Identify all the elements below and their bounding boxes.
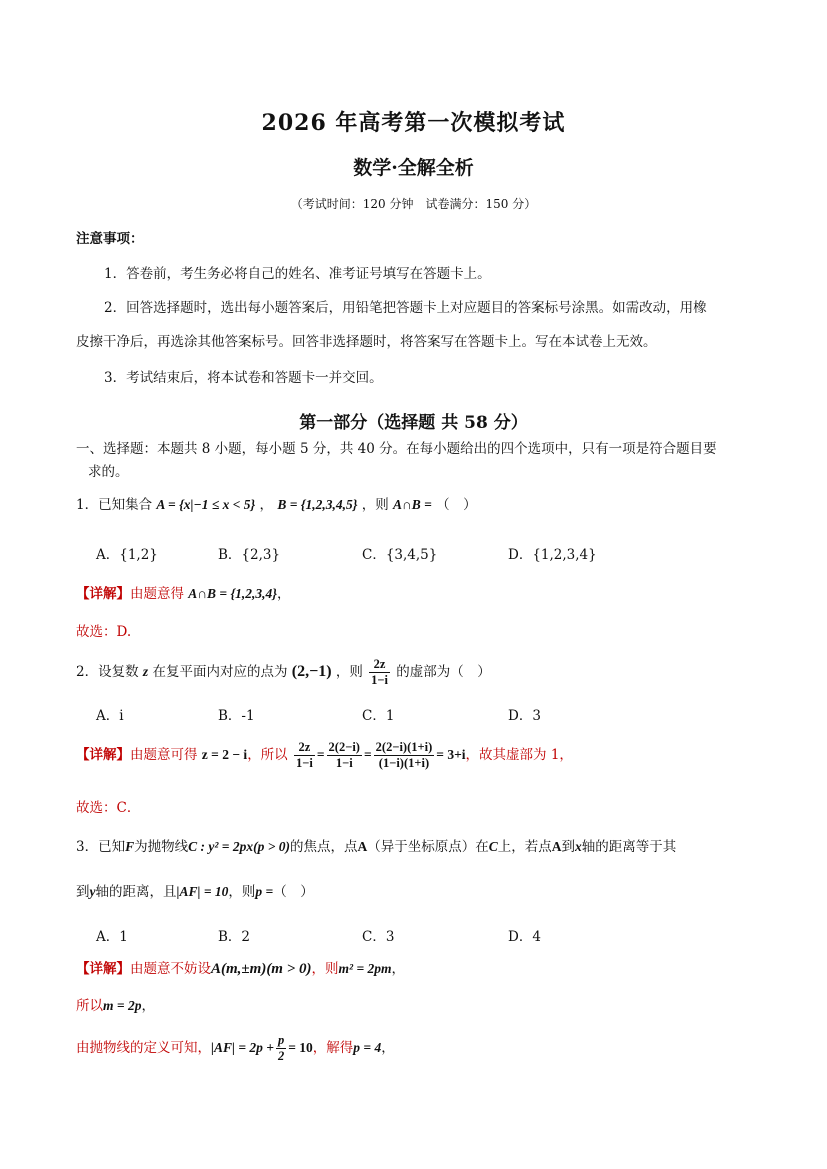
q3-detail3-res: p = 4 bbox=[353, 1040, 382, 1055]
q3-line2-prefix: 到 bbox=[76, 884, 90, 900]
q1-prefix: 1．已知集合 bbox=[76, 497, 153, 513]
q3-f: F bbox=[125, 839, 135, 854]
notice-item-1: 1．答卷前，考生务必将自己的姓名、准考证号填写在答题卡上。 bbox=[104, 266, 491, 282]
q3-detail-math: A(m,±m)(m > 0) bbox=[211, 961, 312, 977]
q1-comma: ， bbox=[259, 497, 274, 513]
q3-frac-num: p bbox=[277, 1033, 285, 1047]
q2-f1-num: 2z bbox=[294, 740, 315, 756]
q3-x: x bbox=[575, 839, 582, 854]
q3-mid5: 到 bbox=[561, 839, 576, 855]
q2-detail-tag: 【详解】 bbox=[76, 747, 130, 763]
q3-detail2-end: ， bbox=[141, 998, 155, 1014]
q1-option-c: C．{3,4,5} bbox=[362, 547, 438, 563]
q3-curve: C : y² = 2px(p > 0) bbox=[188, 839, 291, 854]
q2-result: = 3+i bbox=[436, 747, 466, 762]
q3-detail3-mid: ，解得 bbox=[312, 1040, 354, 1056]
q1-detail bbox=[76, 587, 290, 602]
q3-line2-mid: 轴的距离，且 bbox=[95, 884, 177, 900]
q1-expr: A∩B = bbox=[393, 497, 432, 512]
q3-option-b: B．2 bbox=[218, 929, 251, 945]
q3-detail2-text: 所以 bbox=[76, 998, 103, 1014]
q2-detail-frac-3 bbox=[374, 740, 435, 771]
q1-detail-tag: 【详解】 bbox=[76, 586, 130, 602]
q1-option-d: D．{1,2,3,4} bbox=[508, 547, 597, 563]
q3-c: C bbox=[488, 839, 498, 854]
q2-detail-frac-2 bbox=[327, 740, 362, 771]
q3-paren: （ ） bbox=[273, 884, 314, 900]
page-subtitle: 数学·全解全析 bbox=[353, 157, 474, 179]
section-intro-line1: 一、选择题：本题共 8 小题，每小题 5 分，共 40 分。在每小题给出的四个选项中，只有一项是符合题目要 bbox=[76, 441, 717, 457]
q3-detail3-math1: |AF| = 2p + bbox=[211, 1040, 274, 1055]
q2-frac-num: 2z bbox=[369, 657, 390, 673]
q3-detail-text: 由题意不妨设 bbox=[130, 961, 211, 977]
q3-detail-then: ，则 bbox=[311, 961, 339, 977]
q1-option-a: A．{1,2} bbox=[96, 547, 158, 563]
q3-detail2-math: m = 2p bbox=[103, 998, 142, 1013]
q2-detail bbox=[76, 740, 573, 771]
q3-mid: 为抛物线 bbox=[134, 839, 189, 855]
q1-detail-end: ， bbox=[276, 586, 291, 602]
exam-meta: （考试时间：120 分钟 试卷满分：150 分） bbox=[290, 197, 537, 211]
q1-set-b: B = {1,2,3,4,5} bbox=[277, 497, 358, 512]
q1-detail-text: 由题意得 bbox=[130, 586, 184, 602]
q2-answer: 故选：C． bbox=[76, 800, 141, 816]
q2-prefix: 2．设复数 bbox=[76, 664, 139, 680]
q2-point: (2,−1) bbox=[291, 663, 332, 680]
section-intro-line2: 求的。 bbox=[88, 464, 129, 480]
q3-mid3: （异于坐标原点）在 bbox=[367, 839, 489, 855]
q1-answer: 故选：D. bbox=[76, 624, 132, 640]
q3-detail-line1 bbox=[76, 962, 405, 977]
notice-heading: 注意事项： bbox=[76, 231, 144, 247]
q2-z: z bbox=[142, 664, 149, 679]
q2-option-a: A．i bbox=[96, 708, 124, 724]
q2-eq-2: = bbox=[363, 747, 372, 762]
q2-f2-den: 1−i bbox=[335, 756, 353, 770]
q2-detail-end: ，故其虚部为 1， bbox=[465, 747, 573, 763]
q3-line2-mid2: ，则 bbox=[228, 884, 256, 900]
q2-frac-den: 1−i bbox=[371, 673, 388, 687]
q3-a: A bbox=[357, 839, 368, 854]
page-title: 2026 年高考第一次模拟考试 bbox=[261, 110, 566, 136]
q3-y: y bbox=[89, 884, 96, 899]
q2-f3-den: (1−i)(1+i) bbox=[378, 756, 430, 770]
q2-option-b: B．-1 bbox=[218, 708, 255, 724]
q3-option-c: C．3 bbox=[362, 929, 395, 945]
q2-detail-text: 由题意可得 bbox=[130, 747, 198, 763]
notice-item-2-line1: 2．回答选择题时，选出每小题答案后，用铅笔把答题卡上对应题目的答案标号涂黑。如需改动，用橡 bbox=[104, 300, 707, 316]
q2-mid: 在复平面内对应的点为 bbox=[152, 664, 288, 680]
notice-item-2-line2: 皮擦干净后，再选涂其他答案标号。回答非选择题时，将答案写在答题卡上。写在本试卷上无效。 bbox=[76, 334, 657, 350]
q3-option-d: D．4 bbox=[508, 929, 541, 945]
q3-detail-eq: m² = 2pm bbox=[338, 961, 392, 976]
q2-detail-z: z = 2 − i bbox=[201, 747, 248, 762]
q2-detail-frac-1 bbox=[294, 740, 315, 771]
q3-line1-end: 轴的距离等于其 bbox=[581, 839, 677, 855]
question-2-stem bbox=[76, 657, 491, 688]
q3-p: p = bbox=[255, 884, 274, 899]
q3-detail3-text: 由抛物线的定义可知， bbox=[76, 1040, 211, 1056]
q3-prefix: 3．已知 bbox=[76, 839, 126, 855]
q1-detail-math: A∩B = {1,2,3,4} bbox=[188, 586, 277, 601]
q2-f1-den: 1−i bbox=[295, 756, 313, 770]
q2-detail-so: ，所以 bbox=[247, 747, 288, 763]
q3-detail-line3 bbox=[76, 1033, 395, 1064]
q3-detail3-math2: = 10 bbox=[288, 1040, 313, 1055]
question-3-stem-line2 bbox=[76, 885, 314, 900]
q3-a2: A bbox=[551, 839, 562, 854]
q3-option-a: A．1 bbox=[96, 929, 128, 945]
question-1-stem bbox=[76, 498, 477, 513]
q2-fraction bbox=[369, 657, 390, 688]
q1-paren: （ ） bbox=[436, 497, 477, 513]
q1-option-b: B．{2,3} bbox=[218, 547, 281, 563]
q3-detail-tag: 【详解】 bbox=[76, 961, 130, 977]
q2-option-d: D．3 bbox=[508, 708, 541, 724]
q2-suffix: 的虚部为（ ） bbox=[396, 664, 491, 680]
question-3-stem-line1 bbox=[76, 840, 676, 855]
notice-item-3: 3．考试结束后，将本试卷和答题卡一并交回。 bbox=[104, 370, 383, 386]
q2-eq-1: = bbox=[316, 747, 325, 762]
q2-f2-num: 2(2−i) bbox=[328, 740, 360, 754]
q2-f3-num: 2(2−i)(1+i) bbox=[375, 740, 433, 754]
q3-af: |AF| = 10 bbox=[176, 884, 229, 899]
q3-detail-end: ， bbox=[391, 961, 406, 977]
q3-mid2: 的焦点，点 bbox=[290, 839, 358, 855]
q2-option-c: C．1 bbox=[362, 708, 395, 724]
section-title: 第一部分（选择题 共 58 分） bbox=[299, 413, 528, 433]
q3-mid4: 上，若点 bbox=[497, 839, 552, 855]
q3-detail3-frac bbox=[276, 1033, 286, 1064]
q3-detail-line2 bbox=[76, 999, 155, 1014]
q3-frac-den: 2 bbox=[277, 1049, 285, 1063]
q1-suffix: ，则 bbox=[361, 497, 389, 513]
q3-detail3-end: ， bbox=[381, 1040, 395, 1056]
q1-set-a: A = {x|−1 ≤ x < 5} bbox=[156, 497, 256, 512]
q2-mid2: ，则 bbox=[335, 664, 363, 680]
